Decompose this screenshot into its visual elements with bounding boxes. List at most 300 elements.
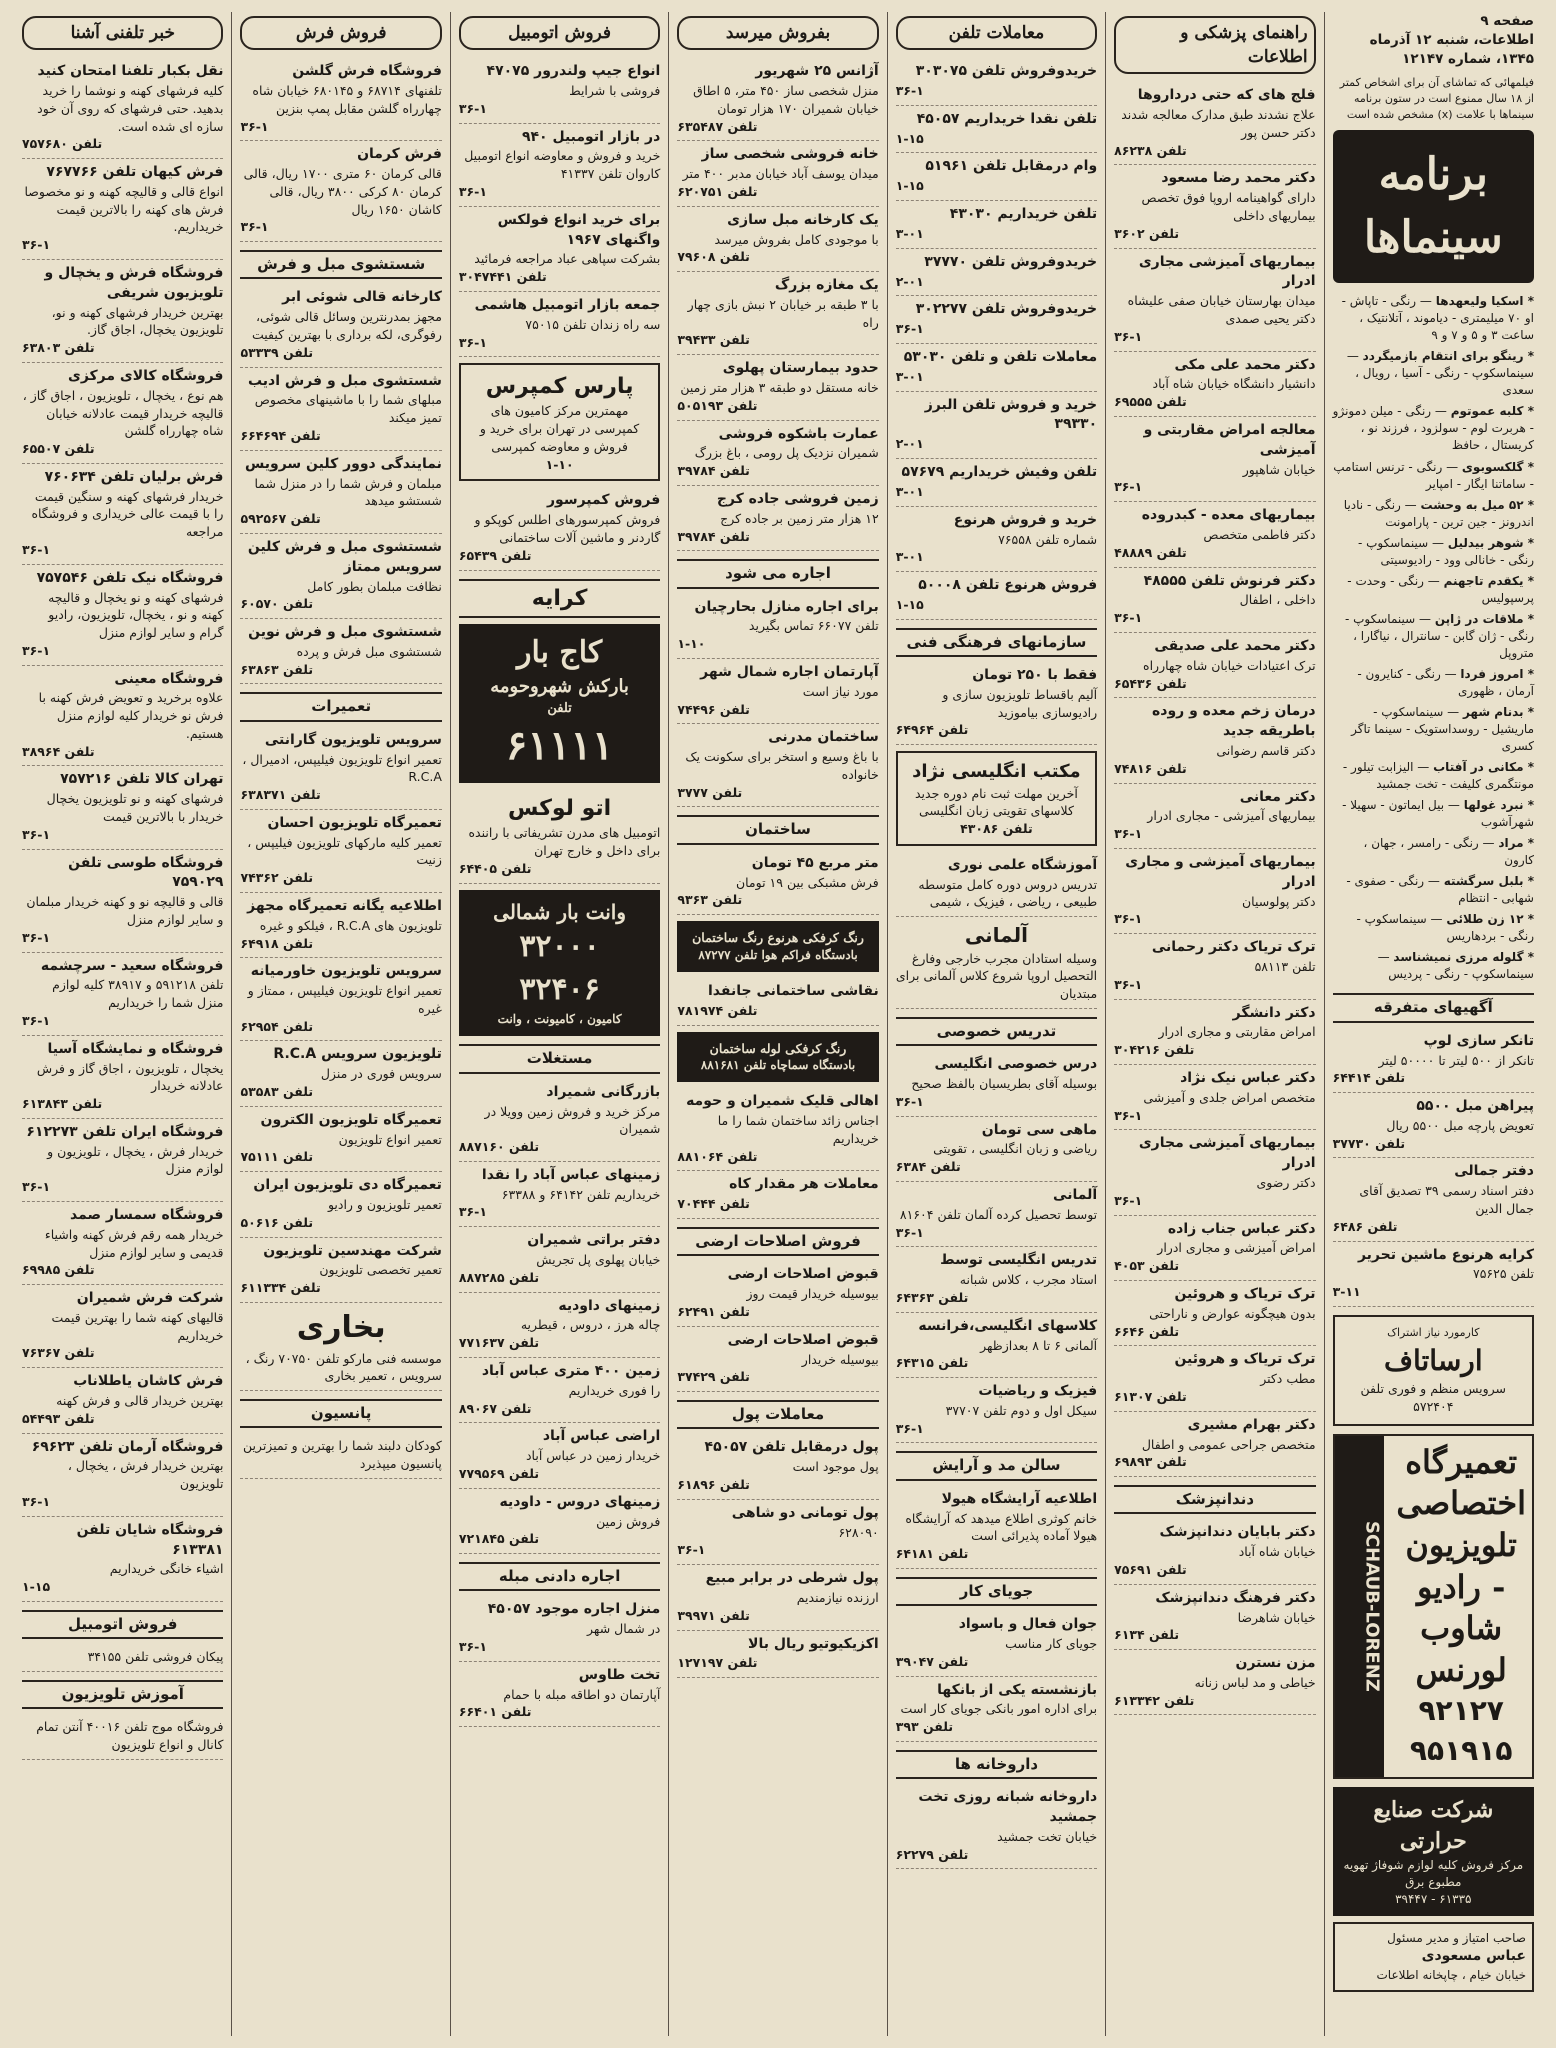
ad-item <box>677 272 878 355</box>
ad-phone: ۳۶-۱ <box>677 1542 706 1558</box>
ad-body: مطب دکتر <box>1260 1371 1316 1387</box>
ad-body: تعمیر تلویزیون و رادیو <box>327 1197 442 1213</box>
ad-item <box>896 1677 1097 1742</box>
ad-item <box>677 1327 878 1392</box>
ad-title: زمینهای داودیه <box>558 1297 661 1314</box>
ad-phone: ۳۶-۱ <box>458 100 487 116</box>
film-name: رینگو برای انتقام بازمیگردد <box>1362 349 1524 364</box>
cinema-listing <box>1333 795 1534 833</box>
ad-phone: ۳۶-۱ <box>1114 976 1143 992</box>
ad-phone: ۳۶-۱ <box>1114 610 1143 626</box>
rang-box <box>677 921 878 972</box>
film-name: ۵۲ میل به وحشت <box>1420 497 1524 512</box>
film-details: رنگی - صفوی - شهابی - انتظام <box>1346 874 1534 906</box>
ad-body: مورد نیاز است <box>802 683 879 699</box>
ad-phone: ۳-۰۱ <box>895 368 924 384</box>
separator: — <box>1431 404 1451 419</box>
film-name: بلبل سرگشته <box>1443 874 1524 889</box>
ad-item <box>22 1202 223 1285</box>
ad-title: متر مربع ۴۵ تومان <box>751 854 879 871</box>
ad-phone: ۳۶-۱ <box>458 1204 487 1220</box>
ad-body: سه راه زندان تلفن ۷۵۰۱۵ <box>525 316 661 332</box>
ad-title: دکتر دانشگر <box>1232 1004 1316 1021</box>
ad-title: بیماریهای آمیزشی مجاری ادرار <box>1138 1135 1316 1172</box>
ad-title: کارخانه قالی شوئی ابر <box>282 289 442 306</box>
lux-phone: تلفن ۶۴۴۰۵ <box>458 860 532 876</box>
ad-item <box>459 292 660 357</box>
cinema-intro: فیلمهائی که تماشای آن برای اشخاص کمتر از ۱۸ سال ممنوع است در ستون برنامه سینماها با علامت (x) مشخص شده است <box>1339 76 1534 121</box>
ad-body: دکتر فاطمی متخصص <box>1203 527 1316 542</box>
ad-body: قالی کرمان ۶۰ متری ۱۷۰۰ ریال، قالی کرمان ۸۰ کرکی ۳۸۰۰ ریال، قالی کاشان ۱۶۵۰ ریال <box>243 166 442 217</box>
ad-body: انواع قالی و قالیچه کهنه و نو مخصوصا فرش های کهنه را بالاترین قیمت خریداریم. <box>24 183 224 235</box>
safety-ad <box>1333 1787 1534 1917</box>
ad-title: شرکت فرش شمیران <box>76 1290 224 1306</box>
ad-title: فرش کیهان تلفن ۷۶۷۷۶۶ <box>46 164 224 180</box>
ad-title: پول تومانی دو شاهی <box>731 1504 879 1521</box>
film-name: امروز فردا <box>1460 666 1524 681</box>
edu-title: سازمانهای فرهنگی فنی <box>896 628 1097 657</box>
cinema-listing <box>1333 457 1534 495</box>
tv-training-title: آموزش تلویزیون <box>22 1680 223 1709</box>
cab-sub: بارکش شهروحومه <box>490 676 629 698</box>
ad-body: منزل شخصی ساز ۴۵۰ متر، ۵ اطاق خیابان شمیران ۱۷۰ هزار تومان <box>693 83 879 116</box>
wash-ads <box>240 284 441 684</box>
ad-body: با موجودی کامل بفروش میرسد <box>714 231 879 247</box>
ad-phone: تلفن ۳۰۴۷۴۴۱ <box>458 269 547 285</box>
ad-item <box>22 58 223 159</box>
ad-title: فیزیک و ریاضیات <box>978 1383 1098 1400</box>
cinema-listing <box>1333 495 1534 533</box>
ad-title: فروشگاه فرش گلشن <box>292 63 442 80</box>
ad-item <box>1114 1585 1315 1650</box>
ad-title: حدود بیمارستان پهلوی <box>722 360 879 377</box>
ad-body: پول موجود است <box>792 1459 879 1475</box>
land-ads <box>677 1261 878 1392</box>
ad-title: فرش کاشان یاطلاناب <box>73 1373 224 1390</box>
ad-item <box>677 1434 878 1499</box>
ad-body: داخلی ، اطفال <box>1239 592 1316 608</box>
bullet-star-icon: * <box>1523 611 1534 626</box>
ad-phone: تلفن ۶۲۰۷۵۱ <box>677 183 758 199</box>
ad-item <box>677 1500 878 1565</box>
carpet-buyer-ads <box>22 58 223 1602</box>
ad-body: تلفن ۶۶۰۷۷ تماس بگیرید <box>748 618 879 634</box>
cinema-listing <box>1333 909 1534 947</box>
lux-ad <box>459 789 660 883</box>
ad-body: تلفن ۵۸۱۱۳ <box>1254 959 1316 974</box>
ad-item <box>1114 1346 1315 1411</box>
ad-title: ترک تریاک دکتر رحمانی <box>1151 939 1316 956</box>
ad-title: یک مغازه بزرگ <box>774 277 879 293</box>
export-ad <box>677 1631 878 1679</box>
ad-title: فروشگاه شایان تلفن ۶۱۳۳۸۱ <box>76 1521 224 1558</box>
ad-item <box>240 958 441 1041</box>
ad-item <box>896 1313 1097 1378</box>
ad-phone: ۳۶-۱ <box>22 1012 51 1028</box>
ad-title: یک کارخانه مبل سازی <box>727 211 879 228</box>
ad-item <box>1333 1158 1534 1241</box>
ad-body: دکتر قاسم رضوانی <box>1216 743 1316 758</box>
ad-item <box>677 659 878 724</box>
ad-phone: ۳۶-۱ <box>1114 479 1143 495</box>
ad-item <box>896 1378 1097 1443</box>
ad-body: را فوری خریداریم <box>568 1382 661 1398</box>
kompressor-ad <box>459 487 660 570</box>
ad-item <box>1114 165 1315 248</box>
ad-title: ترک تریاک و هروئین <box>1174 1285 1316 1302</box>
tailor-body: خیاطی و مد لباس زنانه <box>1194 1674 1316 1690</box>
ad-item <box>459 124 660 207</box>
ad-item <box>22 850 223 953</box>
ad-body: تعمیر تخصصی تلویزیون <box>319 1262 442 1278</box>
estate-title: مستغلات <box>459 1044 660 1073</box>
ad-phone: تلفن ۳۹۳ <box>895 1719 954 1735</box>
bullet-star-icon: * <box>1523 404 1534 419</box>
ad-body: علاوه برخرید و تعویض فرش کهنه با فرش نو خریدار کلیه لوازم منزل هستیم. <box>38 690 224 741</box>
film-name: مراد <box>1498 836 1524 851</box>
ad-title: زمین فروشی جاده کرج <box>716 490 879 507</box>
ad-title: قبوض اصلاحات ارضی <box>727 1266 879 1283</box>
ad-phone: تلفن ۶۴۱۸۱ <box>895 1546 969 1562</box>
ad-body: شمیران نزدیک پل رومی ، باغ بزرگ <box>694 445 879 461</box>
lux-title: اتو لوکس <box>508 796 612 822</box>
ad-phone: تلفن ۷۶۳۶۷ <box>22 1345 95 1361</box>
separator: — <box>1416 294 1436 309</box>
ad-body: امراض مقاربتی و مجاری ادرار <box>1158 1024 1316 1040</box>
ad-item <box>1114 82 1315 165</box>
ad-title: دکتر معانی <box>1239 788 1316 805</box>
ad-phone: تلفن ۸۸۷۱۶۰ <box>458 1139 540 1154</box>
build-ads <box>677 850 878 915</box>
ad-phone: تلفن ۶۵۵۰۷ <box>22 441 95 456</box>
german-title: آلمانی <box>964 923 1028 948</box>
ad-title: دکتر محمد رضا مسعود <box>1161 170 1316 187</box>
ad-body: قالی و قالیچه نو و کهنه خریدار مبلمان و سایر لوازم منزل <box>26 894 224 927</box>
ad-title: بیماریهای آمیزشی و مجاری ادرار <box>1125 853 1316 890</box>
tailor-phone: تلفن ۶۱۳۳۴۲ <box>1114 1692 1195 1708</box>
ad-title: انواع جیپ ولندرور ۴۷۰۷۵ <box>486 63 661 80</box>
ad-item <box>22 260 223 363</box>
ad-phone: ۳۶-۱ <box>1114 1107 1143 1123</box>
ad-body: خیابان پهلوی پل تجریش <box>536 1252 661 1267</box>
ad-title: تعمیرگاه دی تلویزیون ایران <box>253 1177 442 1194</box>
ad-title: فلج های که حتی درداروها <box>1137 87 1316 104</box>
ad-title: نقل بکبار تلفنا امتحان کنید <box>37 63 224 80</box>
separator: — <box>1413 760 1434 775</box>
ad-item <box>459 1358 660 1423</box>
bullet-star-icon: * <box>1523 912 1534 927</box>
tailor-title: مزن نسترن <box>1235 1655 1316 1672</box>
naqashi-title: نقاشی ساختمانی جانفدا <box>708 982 879 999</box>
ad-phone: تلفن ۳۷۷۳۰ <box>1332 1135 1406 1151</box>
ad-title: خریدوفروش تلفن ۳۰۲۲۷۷ <box>915 301 1098 318</box>
ad-body: علاج نشدند طبق مدارک معالجه شدند دکتر حسن پور <box>1121 107 1316 140</box>
ad-body: ارزنده نیازمندیم <box>796 1590 879 1605</box>
rent-section-title: اجاره دادنی مبله <box>459 1562 660 1591</box>
export-title: اکزیکیوتیو ریال بالا <box>748 1635 879 1652</box>
car-sale-ad <box>22 1644 223 1672</box>
ad-title: تعمیرگاه تلویزیون الکترون <box>260 1111 442 1128</box>
ad-phone: تلفن ۳۰۴۲۱۶ <box>1114 1042 1195 1058</box>
ad-item <box>896 572 1097 620</box>
schaub-main <box>1390 1436 1532 1777</box>
ad-body: بهترین خریدار قالی و فرش کهنه <box>56 1393 224 1408</box>
ad-title: آلمانی <box>1053 1186 1098 1203</box>
ad-phone: تلفن ۷۴۳۶۲ <box>240 870 314 886</box>
ad-body: دکتر پولوسیان <box>1241 893 1316 909</box>
ad-item <box>1114 1065 1315 1130</box>
ad-item <box>22 1517 223 1602</box>
ad-body: تلفن ۵۹۱۲۱۸ و ۳۸۹۱۷ کلیه لوازم منزل شما را خریداریم <box>52 977 224 1011</box>
ad-title: تدریس انگلیسی توسط <box>940 1252 1098 1269</box>
ad-body: خریدار فرش ، یخچال ، تلویزیون و لوازم منزل <box>47 1143 224 1177</box>
ad-phone: تلفن ۶۶۴۰۱ <box>458 1704 532 1720</box>
rang2-sub: بادستگاه سماچاه تلفن ۸۸۱۶۸۱ <box>700 1058 856 1073</box>
ad-body: بیوسیله خریدار قیمت روز <box>746 1286 879 1302</box>
naqashi-phone: تلفن ۷۸۱۹۷۴ <box>677 1002 758 1018</box>
ad-item <box>1114 568 1315 633</box>
cinema-listing <box>1333 346 1534 401</box>
ad-body: تعویض پارچه مبل ۵۵۰۰ ریال <box>1386 1117 1534 1133</box>
ad-phone: تلفن ۵۳۳۳۹ <box>240 344 314 360</box>
ad-phone: تلفن ۶۴۳۶۳ <box>895 1289 969 1305</box>
schaub-phone-1: ۹۲۱۲۷ <box>1418 1694 1504 1728</box>
ad-phone: ۳۶-۱ <box>240 118 269 134</box>
ad-phone: ۳۶-۱ <box>895 83 924 98</box>
ahali-body: اجناس زائد ساختمان شما را ما خریداریم <box>717 1113 879 1146</box>
ad-body: آپارتمان دو اطاقه مبله با حمام <box>503 1686 661 1702</box>
cinema-banner: برنامه سینماها <box>1333 130 1534 283</box>
ad-item <box>677 58 878 141</box>
build-title: ساختمان <box>677 815 878 844</box>
ad-phone: ۳۶-۱ <box>22 642 51 658</box>
ad-item <box>677 724 878 807</box>
ad-item <box>22 1285 223 1368</box>
ad-body: کلیه فرشهای کهنه و نوشما را خرید بدهید. حتی فرشهای که روی آن خود سازه ای شده است. <box>37 83 224 134</box>
ad-item <box>1114 633 1315 698</box>
ad-body: تلویزیون های R.C.A ، فیلکو و غیره <box>259 917 442 933</box>
ad-title: آپارتمان اجاره شمال شهر <box>700 663 879 680</box>
ad-body: خرید و فروش و معاوضه انواع اتومبیل کاروان تلفن ۴۱۳۳۷ <box>464 148 661 182</box>
ad-title: جمعه بازار اتومبیل هاشمی <box>474 296 661 313</box>
ad-body: تانکر از ۵۰۰ لیتر تا ۵۰۰۰۰ لیتر <box>1378 1052 1534 1068</box>
film-details: رنگی - نادیا اندرونز - جین ترین - پارامونت <box>1343 497 1534 529</box>
ad-phone: تلفن ۵۴۴۹۳ <box>22 1410 95 1426</box>
ad-item <box>459 1079 660 1162</box>
ad-phone: ۳۶-۱ <box>240 219 269 235</box>
page-label: صفحه ۹ <box>1480 13 1534 29</box>
ad-body: تعمیر انواع تلویزیون فیلیپس ، ممتاز و غیره <box>247 983 442 1016</box>
ad-body: فرش مشبکی بین ۱۹ تومان <box>735 874 879 890</box>
ad-title: آژانس ۲۵ شهریور <box>755 63 879 80</box>
separator: — <box>1415 611 1435 626</box>
ad-body: فرشهای کهنه و نو تلویزیون یخچال خریدار با بالاترین قیمت <box>46 791 224 824</box>
ad-title: زمینهای عباس آباد را نقدا <box>481 1166 661 1183</box>
for-sale-ads <box>677 58 878 551</box>
separator: — <box>1478 836 1499 851</box>
ad-title: فروشگاه آرمان تلفن ۶۹۶۲۳ <box>31 1438 224 1455</box>
ad-phone: تلفن ۶۳۸۶۳ <box>240 661 314 677</box>
ad-title: فروشگاه معینی <box>114 670 224 687</box>
ad-item <box>240 284 441 367</box>
ad-body: خیابان شاهپور <box>1242 461 1316 477</box>
ad-title: دکتر بابایان دندانپزشک <box>1159 1524 1316 1541</box>
ad-title: دکتر محمد علی مکی <box>1174 356 1316 373</box>
ad-body: ۶۲۸۰۹۰ <box>838 1524 879 1540</box>
ad-title: درمان زخم معده و روده باطریقه جدید <box>1152 703 1316 740</box>
ad-body: اشیاء خانگی خریداریم <box>109 1561 224 1577</box>
cinema-listing <box>1333 833 1534 871</box>
ad-body: یخچال ، تلویزیون ، اجاق گاز و فرش عادلانه خریدار <box>36 1060 224 1094</box>
lux-body: اتومبیل های مدرن تشریفاتی با راننده برای داخل و خارج تهران <box>468 825 661 859</box>
ad-item <box>1333 1093 1534 1158</box>
ad-title: خریدوفروش تلفن ۳۰۳۰۷۵ <box>915 63 1098 80</box>
german-ad <box>896 917 1097 1009</box>
kompressor-body: فروش کمپرسورهای اطلس کوپکو و گاردنر و ماشین آلات ساختمانی <box>474 512 661 546</box>
ad-item <box>896 459 1097 507</box>
scientific-ad <box>896 852 1097 917</box>
ad-item <box>896 1117 1097 1182</box>
ad-body: مجهز بمدرنترین وسائل قالی شوئی، رفوگری، لکه برداری با بهترین کیفیت <box>251 309 442 343</box>
ad-phone: تلفن ۹۳۶۳ <box>677 892 743 908</box>
ad-item <box>240 727 441 810</box>
ad-title: خرید و فروش هرنوع <box>953 511 1098 528</box>
ad-body: تعمیر انواع تلویزیون فیلیپس، ادمیرال ، R.C.A <box>242 751 442 785</box>
cinema-listing <box>1333 757 1534 795</box>
ad-item <box>240 810 441 893</box>
separator: — <box>1444 798 1464 813</box>
ad-body: جویای کار مناسب <box>1005 1636 1098 1651</box>
ad-item <box>240 534 441 619</box>
ad-phone: ۳۶-۱ <box>458 334 487 350</box>
ad-body: خانم کوثری اطلاع میدهد که آرایشگاه هیولا آماده پذیرائی است <box>905 1510 1098 1544</box>
ad-body: متخصص امراض جلدی و آمیزشی <box>1143 1089 1316 1105</box>
ad-item <box>1114 1216 1315 1281</box>
kompressor-phone: تلفن ۶۵۴۳۹ <box>458 547 532 563</box>
film-name: شوهر بیدلیل <box>1447 535 1524 550</box>
salon-ads <box>896 1486 1097 1569</box>
ad-phone: تلفن ۴۰۵۳ <box>1114 1258 1180 1274</box>
ad-item <box>1114 1000 1315 1065</box>
ad-title: بیماریهای معده - کبدروده <box>1141 507 1316 524</box>
ad-item <box>896 249 1097 297</box>
ad-phone: تلفن ۳۹۰۴۷ <box>895 1653 969 1669</box>
pension-title: پانسیون <box>240 1399 441 1428</box>
ad-body: بیوسیله خریدار <box>801 1351 879 1367</box>
issue-line: اطلاعات، شنبه ۱۲ آذرماه ۱۳۴۵، شماره ۱۲۱۴۷ <box>1369 32 1534 68</box>
ad-item <box>240 451 441 534</box>
ad-phone: ۳-۰۱ <box>895 483 924 499</box>
pars-body: مهمترین مرکز کامیون های کمپرسی در تهران برای خرید و فروش و معاوضه کمپرسی <box>479 403 640 454</box>
ad-phone: تلفن ۸۸۷۲۸۵ <box>458 1269 540 1285</box>
ad-title: فروشگاه سعید - سرچشمه <box>40 957 224 974</box>
ad-body: مرکز خرید و فروش زمین وویلا در شمیران <box>484 1103 661 1137</box>
schaub-lorenz-ad <box>1333 1434 1534 1779</box>
bullet-star-icon: * <box>1523 950 1534 965</box>
column-phone-trade <box>887 12 1105 2036</box>
ad-item <box>1114 1519 1315 1584</box>
ad-title: فروشگاه کالای مرکزی <box>67 367 224 384</box>
film-details: سینماسکوپ - رنگی - بردهاریس <box>1356 912 1534 944</box>
ad-title: تلفن نقدا خریداریم ۴۵۰۵۷ <box>916 110 1098 127</box>
ad-item <box>459 1162 660 1227</box>
ad-body: بیماریهای آمیزشی - مجاری ادرار <box>1147 808 1316 824</box>
column-for-sale <box>668 12 886 2036</box>
rent-ads <box>677 594 878 808</box>
bullet-star-icon: * <box>1523 836 1534 851</box>
ad-phone: ۳۶-۱ <box>1114 826 1143 842</box>
ad-title: تلفن خریداریم ۴۳۰۳۰ <box>949 206 1098 222</box>
moamelat-ad <box>677 1171 878 1219</box>
ad-phone: تلفن ۶۳۸۴ <box>895 1159 961 1175</box>
schaub-brand-side: SCHAUB-LORENZ <box>1335 1436 1385 1777</box>
ad-title: کلاسهای انگلیسی،فرانسه <box>918 1317 1098 1334</box>
misc-ads-title: آگهیهای متفرقه <box>1333 993 1534 1022</box>
money-title: معاملات پول <box>677 1400 878 1429</box>
film-details: سینماسکوپ - ماریشیل - روسداستویک - سینما تاگر کسری <box>1351 704 1534 753</box>
ad-item <box>22 363 223 464</box>
ad-phone: ۳۶-۱ <box>895 321 924 337</box>
ad-phone: تلفن ۶۳۸۰۳ <box>22 340 95 356</box>
money-ads <box>677 1434 878 1630</box>
ad-title: خانه فروشی شخصی ساز <box>701 146 879 163</box>
ad-item <box>896 507 1097 572</box>
ad-item <box>896 662 1097 745</box>
ad-phone: ۲-۰۱ <box>895 273 924 289</box>
ad-phone: ۳۶-۱ <box>458 1638 487 1654</box>
car-sale-title: فروش اتومبیل <box>22 1610 223 1639</box>
ad-title: فروشگاه طوسی تلفن ۷۵۹۰۲۹ <box>68 854 224 891</box>
ad-title: تعمیرگاه تلویزیون احسان <box>267 814 442 831</box>
ad-title: فروشگاه فرش و یخچال و تلویزیون شریفی <box>44 264 224 301</box>
moamelat-phone: تلفن ۷۰۴۴۴ <box>677 1196 750 1212</box>
ad-title: ساختمان مدرنی <box>768 729 879 746</box>
ad-body: خیابان شاهرضا <box>1237 1609 1316 1625</box>
car-ads <box>459 58 660 357</box>
ad-item <box>1114 1412 1315 1477</box>
ad-body: برای اداره امور بانکی جویای کار است <box>900 1701 1098 1717</box>
ad-item <box>677 421 878 486</box>
column-carpet-buyers <box>14 12 231 2036</box>
german-body: وسیله استادان مجرب خارجی وفارغ التحصیل اروپا شروع کلاس آلمانی برای مبتدیان <box>895 950 1098 1002</box>
dentist-ads <box>1114 1519 1315 1650</box>
ad-title: برای اجاره منازل بحارچیان <box>694 598 879 615</box>
ad-title: فروش هرنوع تلفن ۵۰۰۰۸ <box>918 577 1098 593</box>
film-name: نبرد غولها <box>1463 798 1524 813</box>
ad-body: بوسیله آقای بطریسیان بالفظ صحیح <box>911 1076 1098 1092</box>
ad-phone: ۱-۱۵ <box>895 596 924 612</box>
ad-item <box>1114 849 1315 934</box>
ad-body: دفتر اسناد رسمی ۳۹ تصدیق آقای جمال الدین <box>1359 1183 1534 1217</box>
ad-body: توسط تحصیل کرده آلمان تلفن ۸۱۶۰۴ <box>899 1206 1098 1222</box>
film-name: گلکسوبوی <box>1461 459 1524 474</box>
ad-phone: ۳۶-۱ <box>22 1179 51 1195</box>
ad-body: بهترین خریدار فرش ، یخچال ، تلویزیون <box>67 1458 224 1492</box>
ad-title: برای خرید انواع فولکس واگنهای ۱۹۶۷ <box>497 211 661 248</box>
ad-item <box>1114 934 1315 999</box>
ad-phone: تلفن ۷۴۴۹۶ <box>677 701 750 717</box>
ad-title: پیراهن مبل ۵۵۰۰ <box>1416 1098 1534 1115</box>
cinema-listings <box>1333 291 1534 985</box>
film-details: رنگی - میلن دمونژو - هربرت لوم - سولزود ، فرزند نو ، کریستال ، حافظ <box>1332 404 1534 453</box>
ad-body: دارای گواهینامه اروپا فوق تخصص بیماریهای داخلی <box>1141 190 1316 223</box>
ad-title: سرویس تلویزیون گارانتی <box>264 731 442 748</box>
bullet-star-icon: * <box>1523 573 1534 588</box>
ad-phone: تلفن ۳۹۷۸۴ <box>677 463 750 479</box>
ad-phone: تلفن ۶۱۸۹۶ <box>677 1477 750 1492</box>
hawker-title: کارمورد نیاز اشتراک <box>1387 1325 1480 1339</box>
ad-title: شستشوی مبل و فرش نوین <box>248 624 442 641</box>
